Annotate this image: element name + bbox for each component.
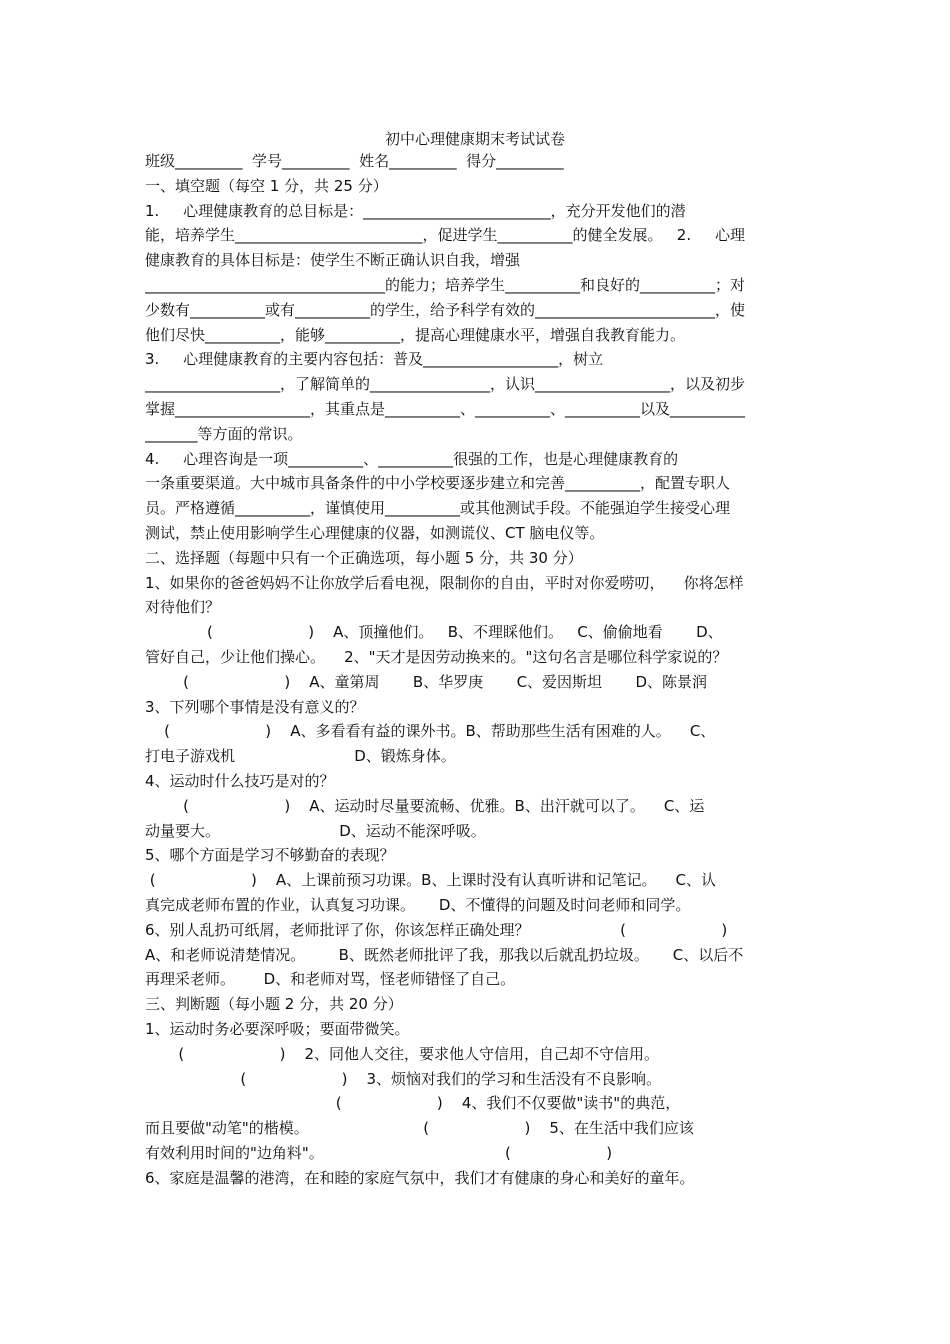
text-line: 打电子游戏机 D、锻炼身体。	[145, 747, 456, 766]
text-line: 5、哪个方面是学习不够勤奋的表现？	[145, 846, 395, 865]
text-line: 管好自己，少让他们操心。 2、"天才是因劳动换来的。"这句名言是哪位科学家说的？	[145, 648, 728, 666]
text-line: 6、别人乱扔可纸屑，老师批评了你，你该怎样正确处理？ ( )	[145, 920, 728, 939]
text-line: 健康教育的具体目标是：使学生不断正确认识自我，增强	[145, 251, 521, 270]
text-line: 掌握__________________，其重点是__________、__________、__________以及__________	[145, 400, 746, 418]
text-line: ( ) A、运动时尽量要流畅、优雅。B、出汗就可以了。 C、运	[145, 796, 705, 815]
text-line: 班级_________ 学号_________ 姓名_________ 得分_________	[145, 152, 564, 170]
text-line: 真完成老师布置的作业，认真复习功课。 D、不懂得的问题及时问老师和同学。	[145, 896, 691, 914]
text-line: 6、家庭是温馨的港湾，在和睦的家庭气氛中，我们才有健康的身心和美好的童年。	[145, 1168, 695, 1187]
text-line: 少数有__________或有__________的学生，给予科学有效的________________________，使	[145, 300, 746, 319]
text-line: ( ) A、多看看有益的课外书。B、帮助那些生活有困难的人。 C、	[145, 722, 716, 741]
text-line: 4、运动时什么技巧是对的？	[145, 772, 335, 790]
text-line: ( ) A、顶撞他们。 B、不理睬他们。 C、偷偷地看 D、	[145, 623, 723, 642]
text-line: 一、填空题（每空 1 分，共 25 分）	[145, 176, 388, 195]
text-line: ( ) A、童第周 B、华罗庚 C、爱因斯坦 D、陈景润	[145, 672, 707, 691]
text-line: 对待他们？	[145, 598, 221, 617]
text-line: ( ) 3、烦恼对我们的学习和生活没有不良影响。	[145, 1069, 662, 1088]
text-line: 有效利用时间的"边角料"。 ( )	[145, 1144, 613, 1162]
text-line: 3. 心理健康教育的主要内容包括：普及__________________，树立	[145, 350, 604, 369]
text-line: 动量要大。 D、运动不能深呼吸。	[145, 821, 486, 840]
text-line: 1、运动时务必要深呼吸；要面带微笑。	[145, 1020, 410, 1038]
text-line: 1. 心理健康教育的总目标是：_________________________，充分开发他们的潜	[145, 201, 686, 220]
text-line: 再理采老师。 D、和老师对骂，怪老师错怪了自己。	[145, 970, 516, 989]
text-line: 一条重要渠道。大中城市具备条件的中小学校要逐步建立和完善__________，配置专职人	[145, 474, 731, 493]
text-line: 能，培养学生_________________________，促进学生__________的健全发展。 2. 心理	[145, 226, 745, 245]
text-line: 3、下列哪个事情是没有意义的？	[145, 697, 365, 716]
text-line: ( ) 4、我们不仅要做"读书"的典范，	[145, 1094, 681, 1113]
text-line: 4. 心理咨询是一项__________、__________很强的工作，也是心理健康教育的	[145, 449, 679, 468]
text-line: 测试，禁止使用影响学生心理健康的仪器，如测谎仪、CT 脑电仪等。	[145, 524, 605, 542]
text-line: 而且要做"动笔"的楷模。 ( ) 5、在生活中我们应该	[145, 1119, 694, 1138]
text-line: _______等方面的常识。	[145, 424, 303, 443]
text-line: 二、选择题（每题中只有一个正确选项，每小题 5 分，共 30 分）	[145, 548, 583, 567]
text-line: ________________________________的能力；培养学生__________和良好的__________；对	[145, 276, 746, 294]
text-line: __________________，了解简单的________________，认识__________________，以及初步	[145, 375, 746, 394]
text-line: 他们尽快__________，能够__________，提高心理健康水平，增强自我教育能力。	[145, 325, 686, 344]
text-line: A、和老师说清楚情况。 B、既然老师批评了我，那我以后就乱扔垃圾。 C、以后不	[145, 945, 744, 964]
text-line: 三、判断题（每小题 2 分，共 20 分）	[145, 995, 403, 1014]
text-line: ( ) A、上课前预习功课。B、上课时没有认真听讲和记笔记。 C、认	[145, 871, 717, 890]
text-line: 1、如果你的爸爸妈妈不让你放学后看电视，限制你的自由，平时对你爱唠叨， 你将怎样	[145, 573, 744, 592]
text-line: 员。严格遵循__________，谨慎使用__________或其他测试手段。不能强迫学生接受心理	[145, 499, 731, 518]
page-title: 初中心理健康期末考试试卷	[384, 130, 565, 148]
text-line: ( ) 2、同他人交往，要求他人守信用，自己却不守信用。	[145, 1044, 660, 1063]
